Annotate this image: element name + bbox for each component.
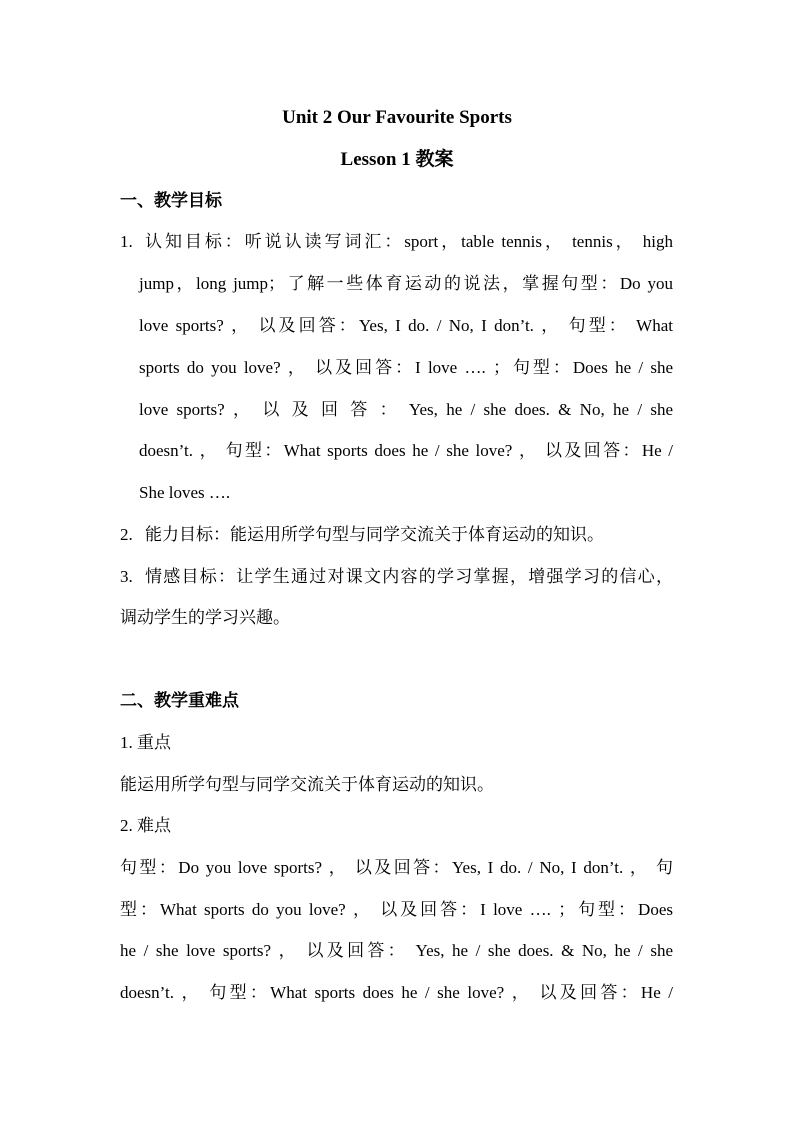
difficult-point-line-3: he / she love sports? ， 以及回答： Yes, he / she does. & No, he / she bbox=[120, 941, 673, 960]
objective-1-number: 1. bbox=[120, 232, 133, 251]
objective-1-line-5: love sports? ， 以 及 回 答 ： Yes, he / she does. & No, he / she bbox=[139, 400, 673, 419]
objective-3-line-2: 调动学生的学习兴趣。 bbox=[120, 608, 290, 627]
difficult-point-line-2: 型：What sports do you love? ， 以及回答：I love …. ；句型：Does bbox=[120, 900, 673, 919]
document-title: Unit 2 Our Favourite Sports bbox=[282, 107, 512, 128]
objective-2-number: 2. bbox=[120, 525, 133, 544]
section-heading-objectives: 一、教学目标 bbox=[120, 191, 222, 210]
objective-1-line-4: sports do you love? ， 以及回答：I love …. ；句型：Does he / she bbox=[139, 358, 673, 377]
difficult-point-line-1: 句型：Do you love sports? ， 以及回答：Yes, I do. / No, I don’t. ， 句 bbox=[120, 858, 673, 877]
objective-1-line-6: doesn’t. ， 句型：What sports does he / she love? ， 以及回答：He / bbox=[139, 441, 673, 460]
key-point-text: 能运用所学句型与同学交流关于体育运动的知识。 bbox=[120, 775, 494, 794]
difficult-point-line-4: doesn’t. ， 句型：What sports does he / she love? ， 以及回答：He / bbox=[120, 983, 673, 1002]
objective-1-line-1: 认知目标：听说认读写词汇：sport，table tennis， tennis， high bbox=[145, 232, 673, 251]
objective-2-text: 能力目标：能运用所学句型与同学交流关于体育运动的知识。 bbox=[145, 525, 604, 544]
document-subtitle: Lesson 1 教案 bbox=[340, 149, 454, 170]
objective-3-number: 3. bbox=[120, 567, 133, 586]
key-point-subheading: 1. 重点 bbox=[120, 733, 171, 752]
section-heading-key-points: 二、教学重难点 bbox=[120, 691, 239, 710]
difficult-point-subheading: 2. 难点 bbox=[120, 816, 171, 835]
objective-1-line-3: love sports? ， 以及回答：Yes, I do. / No, I don’t. ， 句型： What bbox=[139, 316, 673, 335]
objective-1-line-7: She loves …. bbox=[139, 483, 231, 502]
objective-3-line-1: 情感目标：让学生通过对课文内容的学习掌握，增强学习的信心， bbox=[145, 567, 673, 586]
objective-1-line-2: jump，long jump；了解一些体育运动的说法，掌握句型：Do you bbox=[139, 274, 673, 293]
